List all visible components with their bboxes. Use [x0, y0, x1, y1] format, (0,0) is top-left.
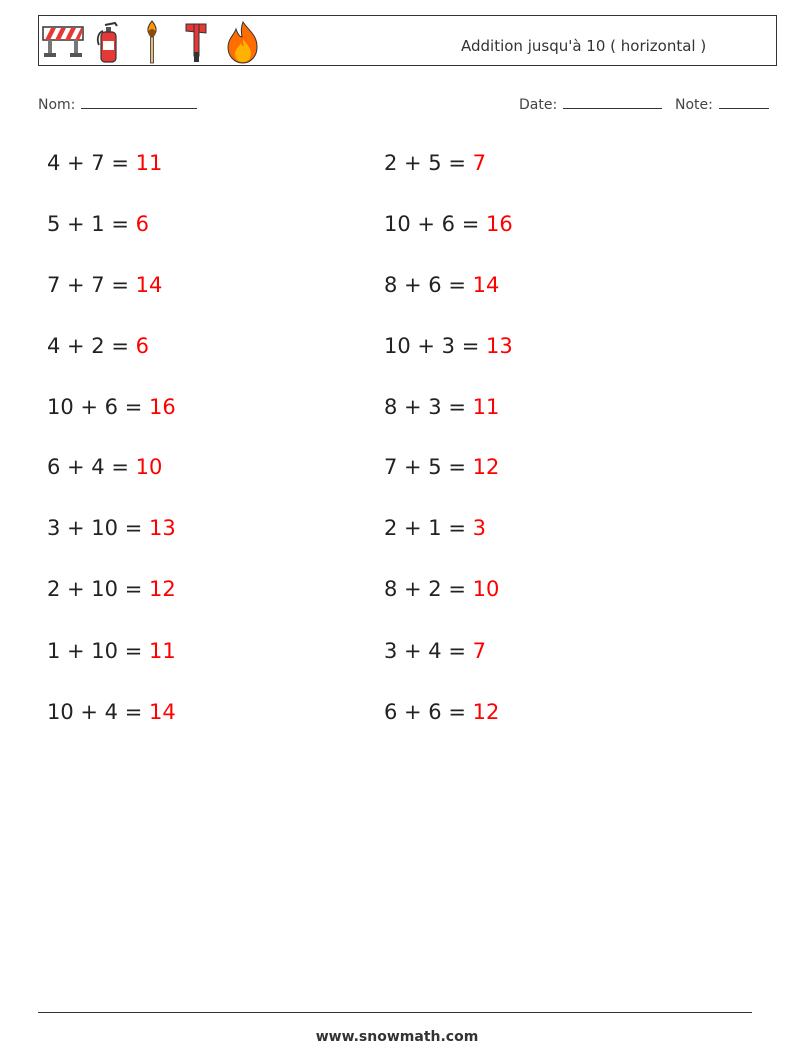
problem-left-3 — [47, 272, 162, 298]
problem-answer: 11 — [135, 151, 163, 175]
problem-right-6 — [384, 454, 499, 480]
road-barrier-icon — [41, 19, 85, 63]
problem-answer: 12 — [472, 455, 500, 479]
problem-left-1 — [47, 150, 162, 176]
problem-right-1 — [384, 150, 486, 176]
problem-answer: 14 — [148, 700, 176, 724]
problem-right-4 — [384, 333, 513, 359]
problem-expression: 8 + 2 = — [384, 577, 473, 601]
problem-expression: 10 + 3 = — [384, 334, 486, 358]
problem-right-10 — [384, 699, 499, 725]
name-label: Nom: — [38, 97, 76, 113]
problem-answer: 14 — [135, 273, 163, 297]
problem-answer: 11 — [148, 639, 176, 663]
problem-expression: 6 + 6 = — [384, 700, 473, 724]
problem-expression: 7 + 7 = — [47, 273, 136, 297]
date-field — [519, 94, 662, 113]
note-field — [675, 94, 769, 113]
problem-answer: 7 — [472, 151, 486, 175]
problem-left-4 — [47, 333, 149, 359]
footer-divider — [38, 1012, 752, 1013]
problem-expression: 2 + 5 = — [384, 151, 473, 175]
problem-answer: 10 — [135, 455, 163, 479]
problem-expression: 2 + 10 = — [47, 577, 149, 601]
problem-expression: 10 + 6 = — [384, 212, 486, 236]
problem-answer: 6 — [135, 334, 149, 358]
footer-url[interactable]: www.snowmath.com — [315, 1029, 479, 1045]
problem-answer: 10 — [472, 577, 500, 601]
problem-left-9 — [47, 638, 176, 664]
problem-expression: 8 + 6 = — [384, 273, 473, 297]
problem-expression: 10 + 4 = — [47, 700, 149, 724]
problem-right-8 — [384, 576, 499, 602]
problem-answer: 12 — [472, 700, 500, 724]
problem-expression: 5 + 1 = — [47, 212, 136, 236]
problem-expression: 8 + 3 = — [384, 395, 473, 419]
note-label: Note: — [675, 97, 713, 113]
problem-left-8 — [47, 576, 176, 602]
problem-expression: 1 + 10 = — [47, 639, 149, 663]
problem-right-2 — [384, 211, 513, 237]
problem-expression: 6 + 4 = — [47, 455, 136, 479]
problem-expression: 3 + 10 = — [47, 516, 149, 540]
problem-left-10 — [47, 699, 176, 725]
problem-left-5 — [47, 394, 176, 420]
problem-right-5 — [384, 394, 499, 420]
note-line[interactable] — [719, 94, 769, 109]
problem-right-9 — [384, 638, 486, 664]
problem-answer: 16 — [148, 395, 176, 419]
fire-extinguisher-icon — [93, 19, 125, 65]
problem-answer: 14 — [472, 273, 500, 297]
problem-answer: 13 — [485, 334, 513, 358]
date-line[interactable] — [563, 94, 662, 109]
problem-right-3 — [384, 272, 499, 298]
problem-expression: 2 + 1 = — [384, 516, 473, 540]
problem-answer: 13 — [148, 516, 176, 540]
name-field — [38, 94, 197, 113]
problem-answer: 3 — [472, 516, 486, 540]
problem-right-7 — [384, 515, 486, 541]
match-icon — [139, 19, 165, 65]
problem-answer: 11 — [472, 395, 500, 419]
problem-expression: 7 + 5 = — [384, 455, 473, 479]
problem-expression: 4 + 2 = — [47, 334, 136, 358]
fire-icon — [223, 19, 263, 65]
fire-axe-icon — [181, 19, 211, 65]
problem-answer: 12 — [148, 577, 176, 601]
date-label: Date: — [519, 97, 558, 113]
problem-expression: 4 + 7 = — [47, 151, 136, 175]
problem-answer: 6 — [135, 212, 149, 236]
problem-left-2 — [47, 211, 149, 237]
problem-left-6 — [47, 454, 162, 480]
problem-expression: 10 + 6 = — [47, 395, 149, 419]
problem-expression: 3 + 4 = — [384, 639, 473, 663]
worksheet-header — [38, 15, 777, 66]
problem-answer: 16 — [485, 212, 513, 236]
problem-answer: 7 — [472, 639, 486, 663]
name-line[interactable] — [81, 94, 197, 109]
worksheet-title: Addition jusqu'à 10 ( horizontal ) — [461, 37, 707, 55]
problem-left-7 — [47, 515, 176, 541]
